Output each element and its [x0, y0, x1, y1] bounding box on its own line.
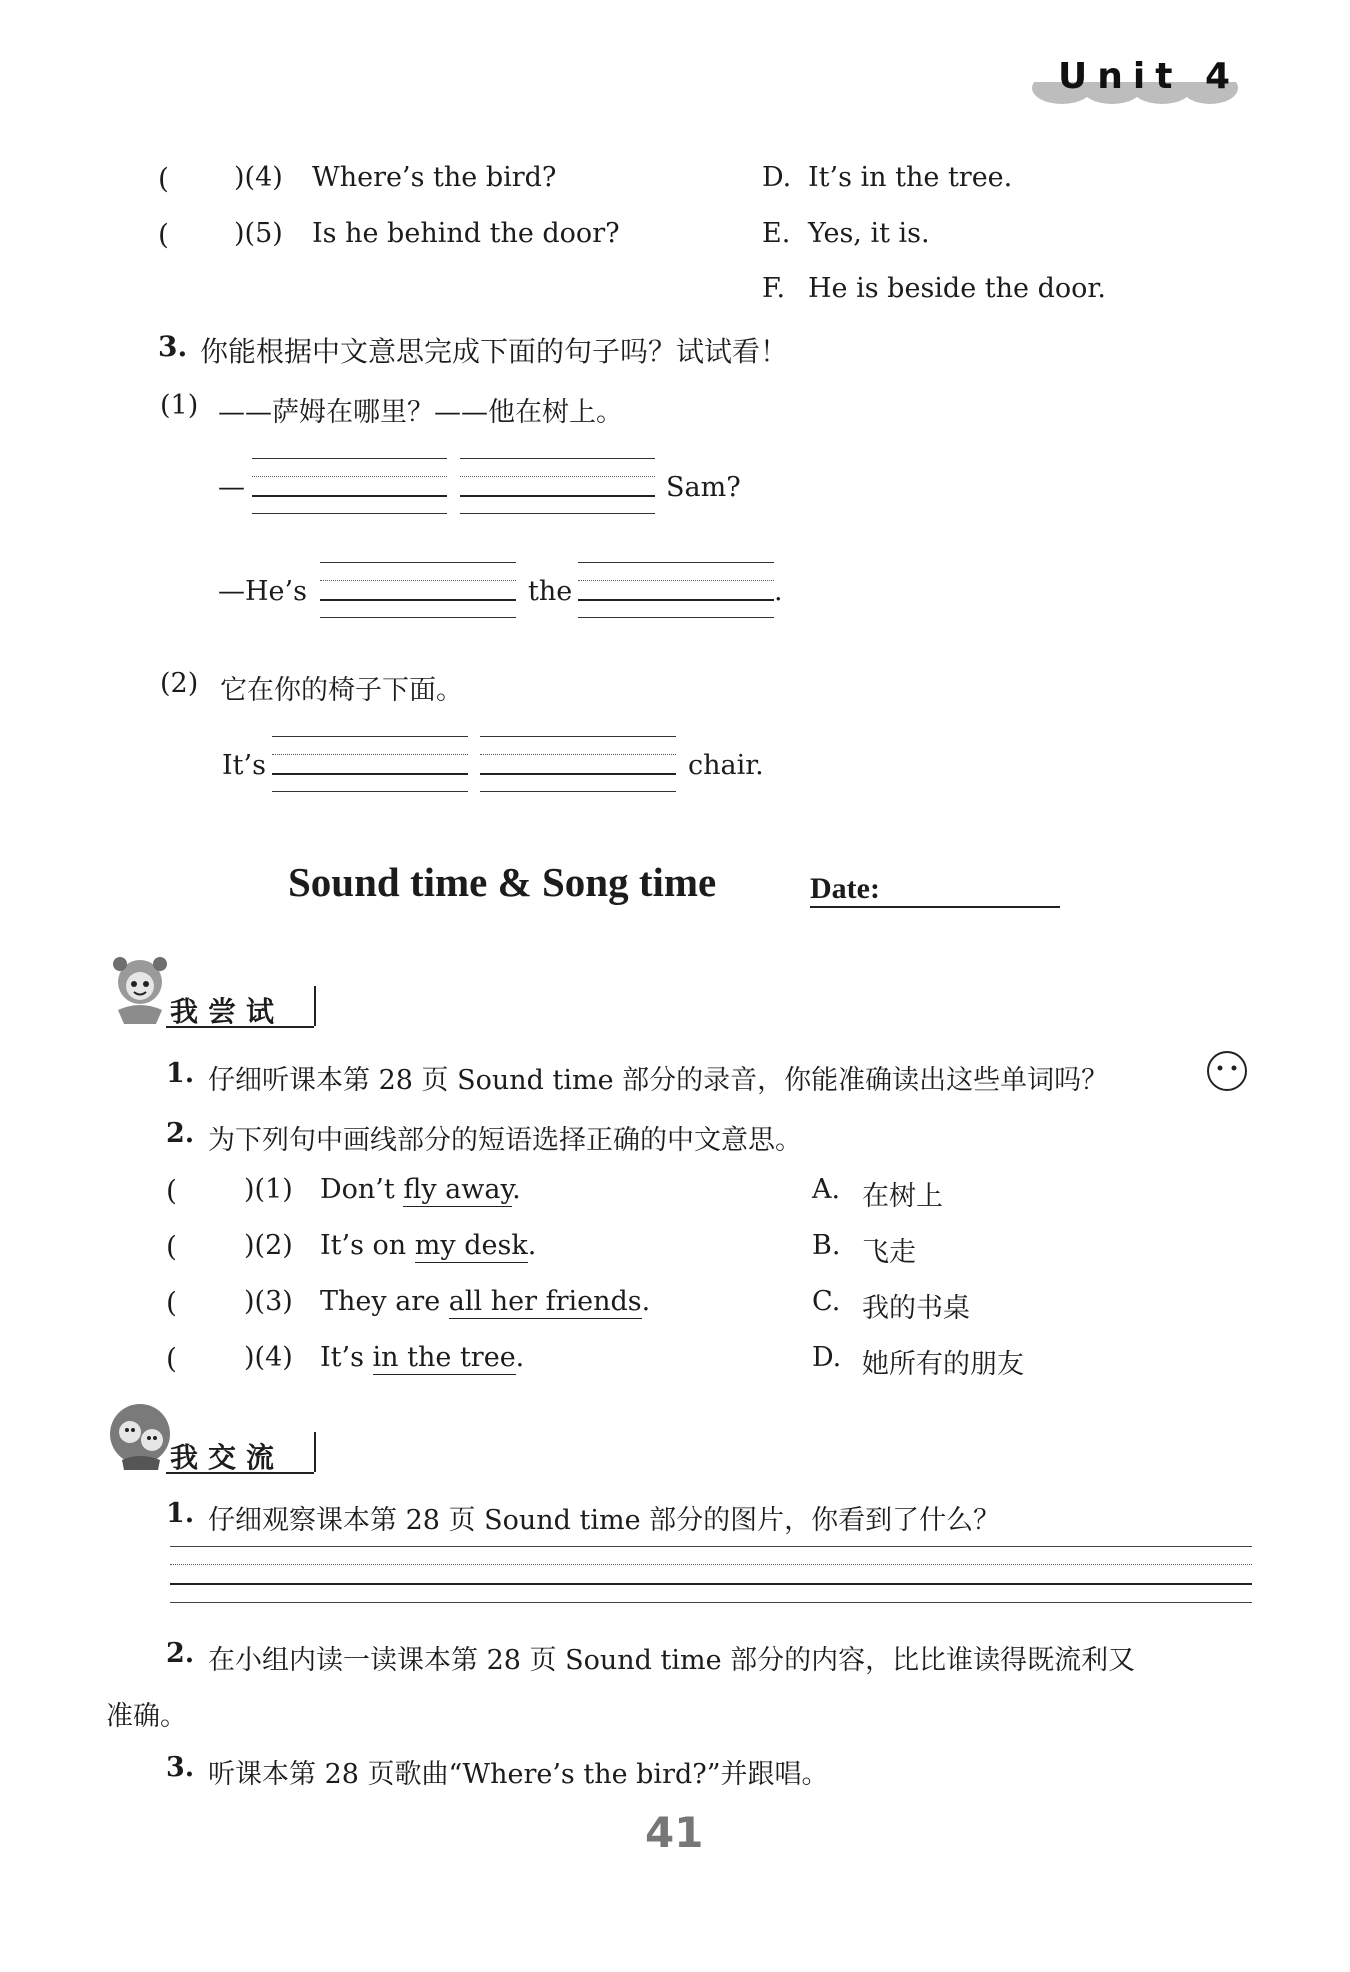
question-text: Where’s the bird?	[312, 162, 557, 193]
sentence-text: Sam?	[666, 472, 741, 503]
sentence-text: chair.	[688, 750, 764, 781]
option-letter: B.	[812, 1230, 841, 1261]
question-instruction: 仔细听课本第 28 页 Sound time 部分的录音，你能准确读出这些单词吗？	[208, 1065, 1109, 1096]
underlined-phrase: fly away	[403, 1174, 513, 1205]
smiley-face-icon[interactable]	[1206, 1050, 1248, 1092]
option-letter: D.	[762, 162, 792, 193]
option-letter: D.	[812, 1342, 842, 1373]
question-text: Is he behind the door?	[312, 218, 620, 249]
try-section-label: 我尝试	[170, 995, 285, 1028]
option-letter: E.	[762, 218, 791, 249]
underlined-phrase: all her friends	[448, 1286, 642, 1317]
question-number: 1.	[166, 1058, 195, 1089]
question-instruction-cont: 准确。	[106, 1701, 187, 1732]
sub-question-number: (1)	[160, 390, 199, 421]
section-label-bar	[314, 986, 316, 1026]
sub-question-number: (2)	[160, 668, 199, 699]
question-number: )(5)	[234, 218, 283, 249]
question-instruction: 听课本第 28 页歌曲“Where’s the bird?”并跟唱。	[208, 1759, 829, 1790]
writing-line[interactable]	[252, 458, 447, 514]
option-text: 我的书桌	[862, 1293, 970, 1324]
section-title: Sound time & Song time	[288, 859, 717, 905]
question-instruction: 你能根据中文意思完成下面的句子吗？试试看！	[200, 335, 789, 368]
underlined-phrase: in the tree	[372, 1342, 516, 1373]
question-number: )(3)	[244, 1286, 293, 1317]
answer-paren-open: (	[158, 218, 169, 251]
answer-paren-open: (	[158, 162, 169, 195]
option-letter: A.	[812, 1174, 841, 1205]
sub-question-prompt: ——萨姆在哪里？——他在树上。	[218, 397, 623, 428]
question-number: 2.	[166, 1638, 195, 1669]
writing-line[interactable]	[272, 736, 468, 792]
dialogue-dash: —	[218, 472, 245, 503]
question-number: )(1)	[244, 1174, 293, 1205]
sentence-text: —He’s	[218, 576, 307, 607]
option-letter: F.	[762, 273, 786, 304]
question-number: 2.	[166, 1118, 195, 1149]
sentence-text: It’s	[222, 750, 266, 781]
question-sentence: They are all her friends.	[320, 1286, 651, 1317]
question-number: )(4)	[234, 162, 283, 193]
answer-paren-open: (	[166, 1230, 177, 1263]
sentence-text: .	[774, 576, 783, 607]
option-text: 飞走	[862, 1237, 916, 1268]
question-instruction: 仔细观察课本第 28 页 Sound time 部分的图片，你看到了什么？	[208, 1505, 1001, 1536]
question-number: 3.	[158, 330, 188, 363]
writing-line[interactable]	[578, 562, 774, 618]
sub-question-prompt: 它在你的椅子下面。	[220, 675, 463, 706]
section-label-bar	[314, 1432, 316, 1472]
girl-mascot-icon	[104, 952, 176, 1028]
question-number: )(2)	[244, 1230, 293, 1261]
writing-line[interactable]	[460, 458, 655, 514]
answer-paren-open: (	[166, 1174, 177, 1207]
question-number: 3.	[166, 1752, 195, 1783]
writing-line[interactable]	[320, 562, 516, 618]
option-text: He is beside the door.	[808, 273, 1106, 304]
option-text: It’s in the tree.	[808, 162, 1013, 193]
answer-writing-lines[interactable]	[170, 1546, 1252, 1606]
writing-line[interactable]	[480, 736, 676, 792]
underlined-phrase: my desk	[414, 1230, 528, 1261]
option-letter: C.	[812, 1286, 841, 1317]
section-label-underline	[166, 1472, 314, 1474]
kids-mascot-icon	[104, 1398, 176, 1474]
answer-paren-open: (	[166, 1286, 177, 1319]
option-text: 在树上	[862, 1181, 943, 1212]
question-instruction: 为下列句中画线部分的短语选择正确的中文意思。	[208, 1125, 802, 1156]
question-instruction: 在小组内读一读课本第 28 页 Sound time 部分的内容，比比谁读得既流利又	[208, 1645, 1136, 1676]
unit-title: Unit 4	[1058, 56, 1240, 97]
option-text: Yes, it is.	[808, 218, 930, 249]
page-number: 41	[645, 1808, 704, 1857]
date-input-line[interactable]	[810, 906, 1060, 908]
question-sentence: It’s in the tree.	[320, 1342, 525, 1373]
question-sentence: Don’t fly away.	[320, 1174, 521, 1205]
question-number: 1.	[166, 1498, 195, 1529]
question-number: )(4)	[244, 1342, 293, 1373]
talk-section-label: 我交流	[170, 1441, 285, 1474]
date-label: Date:	[810, 872, 880, 905]
option-text: 她所有的朋友	[862, 1349, 1024, 1380]
sentence-text: the	[528, 576, 573, 607]
question-sentence: It’s on my desk.	[320, 1230, 537, 1261]
answer-paren-open: (	[166, 1342, 177, 1375]
section-label-underline	[166, 1026, 314, 1028]
